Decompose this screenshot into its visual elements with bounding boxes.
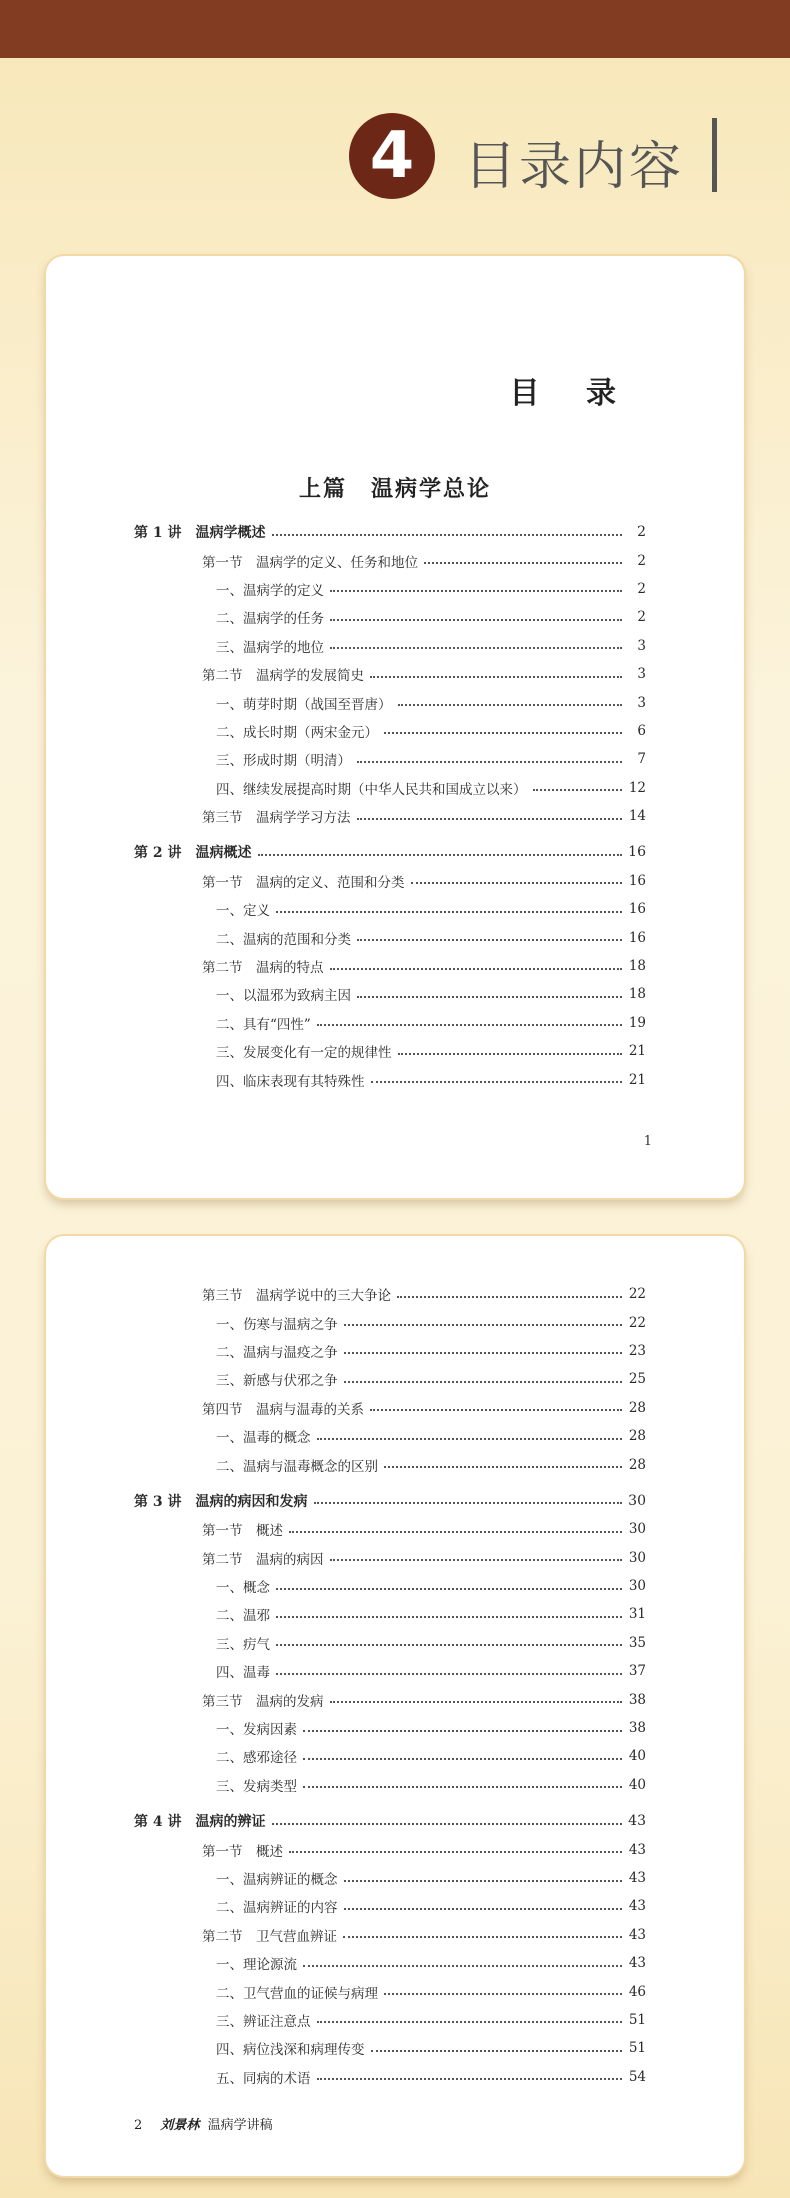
toc-entry-label: 一、以温邪为致病主因	[216, 988, 351, 1005]
toc-entry-label: 一、理论源流	[216, 1957, 297, 1974]
toc-section	[46, 1394, 744, 1422]
toc-subsection	[46, 895, 744, 923]
dot-leader	[303, 1757, 622, 1760]
toc-subsection	[46, 980, 744, 1008]
toc-entry-label: 三、发展变化有一定的规律性	[216, 1045, 392, 1062]
dot-leader	[371, 2049, 623, 2052]
toc-chapter	[46, 518, 744, 546]
toc-subsection	[46, 745, 744, 773]
toc-subsection	[46, 2006, 744, 2034]
toc-entry-label: 三、温病学的地位	[216, 639, 324, 656]
toc-entry-label: 五、同病的术语	[216, 2070, 311, 2087]
dot-leader	[344, 1907, 623, 1910]
section-header	[344, 110, 744, 202]
toc-entry-page: 18	[628, 958, 646, 975]
dot-leader	[272, 533, 623, 536]
toc-entry-label: 二、温病辨证的内容	[216, 1900, 338, 1917]
dot-leader	[424, 561, 622, 564]
dot-leader	[397, 1295, 622, 1298]
dot-leader	[276, 1643, 622, 1646]
dot-leader	[398, 703, 623, 706]
toc-entry-page: 3	[637, 666, 646, 683]
toc-entry-label: 第二节 温病的病因	[202, 1551, 324, 1568]
toc-entry-page: 2	[637, 524, 646, 541]
toc-subsection	[46, 688, 744, 716]
footer-author: 刘景林	[160, 2118, 200, 2133]
toc-entry-label: 第二节 温病的特点	[202, 960, 324, 977]
dot-leader	[357, 817, 623, 820]
toc-entry-page: 37	[628, 1663, 646, 1680]
dot-leader	[357, 760, 622, 763]
toc-entry-label: 第四节 温病与温毒的关系	[202, 1401, 364, 1418]
toc-section	[46, 546, 744, 574]
toc-entry-page: 43	[628, 1841, 646, 1858]
toc-section	[46, 802, 744, 830]
toc-heading: 目 录	[509, 376, 634, 411]
dot-leader	[258, 853, 623, 856]
toc-entry-label: 二、具有“四性”	[216, 1016, 311, 1033]
toc-entry-page: 43	[628, 1870, 646, 1886]
toc-entry-label: 第 1 讲 温病学概述	[134, 525, 266, 542]
footer-book-title: 温病学讲稿	[207, 2118, 273, 2133]
toc-subsection	[46, 1065, 744, 1093]
toc-subsection	[46, 1422, 744, 1450]
toc-entry-label: 第一节 概述	[202, 1523, 283, 1540]
toc-entry-label: 一、温毒的概念	[216, 1430, 311, 1447]
toc-page-2	[46, 1236, 744, 2176]
dot-leader	[303, 1964, 622, 1967]
toc-entry-page: 28	[628, 1399, 646, 1416]
toc-section	[46, 1685, 744, 1713]
toc-entry-label: 一、温病学的定义	[216, 582, 324, 599]
toc-entry-page: 22	[628, 1286, 646, 1303]
dot-leader	[303, 1729, 622, 1732]
toc-entry-label: 二、卫气营血的证候与病理	[216, 1985, 378, 2002]
toc-entry-label: 三、新感与伏邪之争	[216, 1373, 338, 1390]
toc-entry-label: 一、萌芽时期（战国至晋唐）	[216, 696, 392, 713]
toc-entry-label: 三、形成时期（明清）	[216, 753, 351, 770]
toc-subsection	[46, 603, 744, 631]
toc-entry-page: 30	[628, 1492, 646, 1509]
toc-subsection	[46, 575, 744, 603]
toc-entry-page: 31	[628, 1606, 646, 1623]
toc-subsection	[46, 1714, 744, 1742]
toc-subsection	[46, 1337, 744, 1365]
page-footer	[134, 2114, 273, 2133]
toc-entry-label: 二、温病与温疫之争	[216, 1344, 338, 1361]
toc-entry-label: 第三节 温病学学习方法	[202, 810, 351, 827]
toc-subsection	[46, 1629, 744, 1657]
toc-entry-label: 第一节 温病学的定义、任务和地位	[202, 554, 418, 571]
dot-leader	[398, 1052, 623, 1055]
toc-subsection	[46, 1771, 744, 1799]
dot-leader	[344, 1380, 623, 1383]
toc-entry-page: 46	[628, 1983, 646, 2000]
top-banner	[0, 0, 790, 58]
toc-chapter	[46, 838, 744, 866]
toc-entry-page: 38	[628, 1691, 646, 1708]
toc-entry-page: 35	[628, 1634, 646, 1651]
toc-section	[46, 1835, 744, 1863]
toc-subsection	[46, 1572, 744, 1600]
toc-section	[46, 867, 744, 895]
toc-entry-page: 19	[628, 1014, 646, 1031]
toc-entry-label: 第 2 讲 温病概述	[134, 845, 252, 862]
dot-leader	[272, 1822, 623, 1825]
page-number: 1	[643, 1134, 652, 1149]
footer-page-number: 2	[134, 2118, 143, 2133]
toc-subsection	[46, 1864, 744, 1892]
toc-entry-label: 一、发病因素	[216, 1722, 297, 1739]
toc-entry-page: 51	[628, 2011, 646, 2028]
toc-subsection	[46, 1977, 744, 2005]
toc-entry-page: 6	[637, 722, 646, 739]
toc-entry-page: 21	[628, 1071, 646, 1088]
dot-leader	[330, 967, 623, 970]
toc-entry-page: 30	[628, 1578, 646, 1595]
toc-entry-label: 第二节 温病学的发展简史	[202, 668, 364, 685]
toc-entry-page: 16	[628, 901, 646, 918]
toc-entry-page: 43	[628, 1813, 646, 1830]
toc-entry-label: 四、病位浅深和病理传变	[216, 2042, 365, 2059]
toc-subsection	[46, 923, 744, 951]
toc-entry-label: 第 4 讲 温病的辨证	[134, 1814, 266, 1831]
toc-entry-page: 3	[637, 694, 646, 711]
toc-entry-label: 三、发病类型	[216, 1778, 297, 1795]
toc-entry-label: 三、疠气	[216, 1636, 270, 1653]
toc-entry-label: 四、临床表现有其特殊性	[216, 1073, 365, 1090]
toc-section	[46, 1921, 744, 1949]
toc-entry-label: 二、温病与温毒概念的区别	[216, 1458, 378, 1475]
toc-chapter	[46, 1487, 744, 1515]
toc-subsection	[46, 632, 744, 660]
toc-entry-label: 一、伤寒与温病之争	[216, 1316, 338, 1333]
dot-leader	[276, 1672, 622, 1675]
toc-entry-page: 30	[628, 1549, 646, 1566]
toc-entry-label: 第一节 温病的定义、范围和分类	[202, 874, 405, 891]
dot-leader	[370, 675, 622, 678]
toc-subsection	[46, 717, 744, 745]
toc-subsection	[46, 1037, 744, 1065]
title-divider	[712, 118, 717, 192]
toc-entry-label: 一、定义	[216, 903, 270, 920]
toc-entry-page: 28	[628, 1428, 646, 1445]
toc-entry-label: 第二节 卫气营血辨证	[202, 1928, 337, 1945]
toc-entry-label: 第一节 概述	[202, 1843, 283, 1860]
toc-entry-page: 38	[628, 1720, 646, 1737]
toc-subsection	[46, 1949, 744, 1977]
dot-leader	[317, 1023, 622, 1026]
toc-entry-label: 第三节 温病学说中的三大争论	[202, 1288, 391, 1305]
dot-leader	[344, 1323, 623, 1326]
toc-section	[46, 1280, 744, 1308]
toc-entry-page: 30	[628, 1521, 646, 1538]
toc-entry-page: 22	[628, 1314, 646, 1331]
toc-entry-page: 7	[637, 751, 646, 768]
part-title: 上篇 温病学总论	[298, 476, 491, 502]
toc-entry-page: 23	[628, 1342, 646, 1359]
toc-entry-label: 四、继续发展提高时期（中华人民共和国成立以来）	[216, 781, 527, 798]
toc-subsection	[46, 2063, 744, 2091]
toc-entry-label: 二、温病学的任务	[216, 611, 324, 628]
toc-subsection	[46, 1657, 744, 1685]
toc-subsection	[46, 1450, 744, 1478]
toc-list	[46, 518, 744, 1094]
dot-leader	[317, 2020, 623, 2023]
dot-leader	[344, 1879, 623, 1882]
dot-leader	[384, 1465, 622, 1468]
toc-entry-page: 28	[628, 1456, 646, 1473]
toc-entry-page: 16	[628, 872, 646, 889]
toc-entry-page: 51	[628, 2040, 646, 2057]
toc-entry-page: 43	[628, 1926, 646, 1943]
toc-entry-page: 43	[628, 1955, 646, 1972]
toc-section	[46, 1515, 744, 1543]
toc-entry-label: 二、成长时期（两宋金元）	[216, 724, 378, 741]
toc-entry-page: 40	[628, 1748, 646, 1765]
toc-entry-label: 一、温病辨证的概念	[216, 1872, 338, 1888]
dot-leader	[314, 1501, 623, 1504]
toc-entry-label: 二、感邪途径	[216, 1750, 297, 1767]
toc-entry-label: 三、辨证注意点	[216, 2013, 311, 2030]
toc-entry-page: 25	[628, 1371, 646, 1388]
toc-entry-label: 第 3 讲 温病的病因和发病	[134, 1493, 308, 1510]
dot-leader	[276, 910, 622, 913]
toc-entry-label: 一、概念	[216, 1580, 270, 1597]
toc-entry-page: 3	[637, 637, 646, 654]
toc-subsection	[46, 1308, 744, 1336]
toc-entry-label: 第三节 温病的发病	[202, 1693, 324, 1710]
dot-leader	[371, 1080, 623, 1083]
toc-subsection	[46, 1600, 744, 1628]
section-number-badge: 4	[349, 113, 435, 199]
dot-leader	[317, 1437, 623, 1440]
dot-leader	[330, 1700, 623, 1703]
toc-entry-page: 40	[628, 1776, 646, 1793]
dot-leader	[289, 1850, 622, 1853]
toc-subsection	[46, 2034, 744, 2062]
dot-leader	[276, 1615, 622, 1618]
dot-leader	[533, 788, 623, 791]
dot-leader	[330, 646, 622, 649]
dot-leader	[330, 589, 622, 592]
toc-entry-page: 43	[628, 1898, 646, 1915]
toc-subsection	[46, 1009, 744, 1037]
dot-leader	[384, 731, 622, 734]
section-title: 目录内容	[464, 137, 685, 197]
toc-page-1	[46, 256, 744, 1198]
toc-subsection	[46, 1892, 744, 1920]
dot-leader	[317, 2077, 623, 2080]
toc-subsection	[46, 1365, 744, 1393]
dot-leader	[330, 618, 622, 621]
dot-leader	[411, 881, 623, 884]
toc-entry-label: 二、温邪	[216, 1608, 270, 1625]
toc-entry-page: 54	[628, 2068, 646, 2085]
dot-leader	[276, 1587, 622, 1590]
toc-section	[46, 660, 744, 688]
dot-leader	[303, 1785, 622, 1788]
dot-leader	[357, 995, 622, 998]
dot-leader	[370, 1408, 622, 1411]
toc-entry-page: 12	[628, 779, 646, 796]
toc-section	[46, 952, 744, 980]
toc-entry-page: 21	[628, 1043, 646, 1060]
dot-leader	[330, 1558, 623, 1561]
toc-chapter	[46, 1807, 744, 1835]
toc-section	[46, 1544, 744, 1572]
toc-entry-page: 14	[628, 808, 646, 825]
toc-entry-page: 2	[637, 580, 646, 597]
dot-leader	[384, 1992, 622, 1995]
dot-leader	[344, 1351, 623, 1354]
toc-entry-page: 2	[637, 609, 646, 626]
dot-leader	[357, 938, 622, 941]
toc-subsection	[46, 1742, 744, 1770]
toc-entry-page: 16	[628, 929, 646, 946]
dot-leader	[289, 1530, 622, 1533]
toc-entry-page: 16	[628, 844, 646, 861]
toc-entry-label: 四、温毒	[216, 1665, 270, 1682]
dot-leader	[343, 1935, 622, 1938]
toc-subsection	[46, 774, 744, 802]
toc-list	[46, 1280, 744, 2091]
toc-entry-page: 18	[628, 986, 646, 1003]
toc-entry-page: 2	[637, 552, 646, 569]
toc-entry-label: 二、温病的范围和分类	[216, 931, 351, 948]
